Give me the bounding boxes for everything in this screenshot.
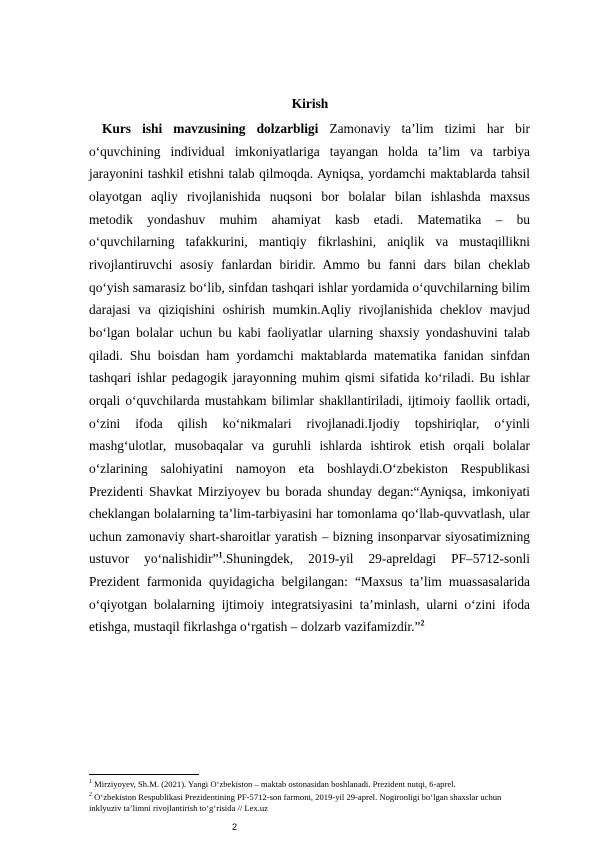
page-title: Kirish [291, 96, 329, 111]
footnote-marker-2: 2 [89, 791, 92, 798]
footnote-text-2: O‘zbekiston Respublikasi Prezidentining PF-5712-son farmoni, 2019-yil 29-aprel. Nogironligi bo‘lgan shaxslar uchun inklyuziv ta’limni rivojlantirish to‘g‘risida // Lex.uz [89, 791, 502, 813]
main-paragraph [89, 118, 530, 639]
footnotes-section [89, 777, 531, 814]
footnote-1 [89, 777, 531, 790]
footnote-separator [89, 774, 199, 775]
footnote-reference-2[interactable]: 2 [420, 618, 425, 628]
paragraph-lead: Kurs ishi mavzusining dolzarbligi [102, 121, 319, 136]
page-number: 2 [232, 822, 238, 832]
paragraph-text-part-1: Zamonaviy ta’lim tizimi har bir o‘quvchining individual imkoniyatlariga tayangan holda ta’lim va tarbiya jarayonini tashkil etishni talab qilmoqda. Ayniqsa, yordamchi maktablarda tahsil olayotgan aqliy rivojlanishida nuqsoni bor bolalar bilan ishlashda maxsus metodik yondashuv muhim ahamiyat kasb etadi. Matematika – bu o‘quvchilarning tafakkurini, mantiqiy fikrlashini, aniqlik va mustaqillikni rivojlantiruvchi asosiy fanlardan biridir. Ammo bu fanni dars bilan cheklab qo‘yish samarasiz bo‘lib, sinfdan tashqari ishlar yordamida o‘quvchilarning bilim darajasi va qiziqishini oshirish mumkin.Aqliy rivojlanishida cheklov mavjud bo‘lgan bolalar uchun bu kabi faoliyatlar ularning shaxsiy yondashuvini talab qiladi. Shu boisdan ham yordamchi maktablarda matematika fanidan sinfdan tashqari ishlar pedagogik jarayonning muhim qismi sifatida ko‘riladi. Bu ishlar orqali o‘quvchilarda mustahkam bilimlar shakllantiriladi, ijtimoiy faollik ortadi, o‘zini ifoda qilish ko‘nikmalari rivojlanadi.Ijodiy topshiriqlar, o‘yinli mashg‘ulotlar, musobaqalar va guruhli ishlarda ishtirok etish orqali bolalar o‘zlarining salohiyatini namoyon eta boshlaydi.O‘zbekiston Respublikasi Prezidenti Shavkat Mirziyoyev bu borada shunday degan:“Ayniqsa, imkoniyati cheklangan bolalarning ta’lim-tarbiyasini har tomonlama qo‘llab-quvvatlash, ular uchun zamonaviy shart-sharoitlar yaratish – bizning insonparvar siyosatimizning ustuvor yo‘nalishidir” [89, 121, 530, 567]
footnote-marker-1: 1 [89, 779, 92, 785]
footnote-reference-1[interactable]: 1 [218, 551, 223, 560]
footnote-2 [89, 790, 531, 814]
footnote-text-1: Mirziyoyev, Sh.M. (2021). Yangi O‘zbekiston – maktab ostonasidan boshlanadi. Prezident nutqi, 6-aprel. [92, 778, 456, 789]
paragraph-text-part-2: .Shuningdek, 2019-yil 29-apreldagi PF–5712-sonli Prezident farmonida quyidagicha belgilangan: “Maxsus ta’lim muassasalarida o‘qiyotgan bolalarning ijtimoiy integratsiyasini ta’minlash, ularni o‘zini ifoda etishga, mustaqil fikrlashga o‘rgatish – dolzarb vazifamizdir.” [89, 551, 530, 635]
